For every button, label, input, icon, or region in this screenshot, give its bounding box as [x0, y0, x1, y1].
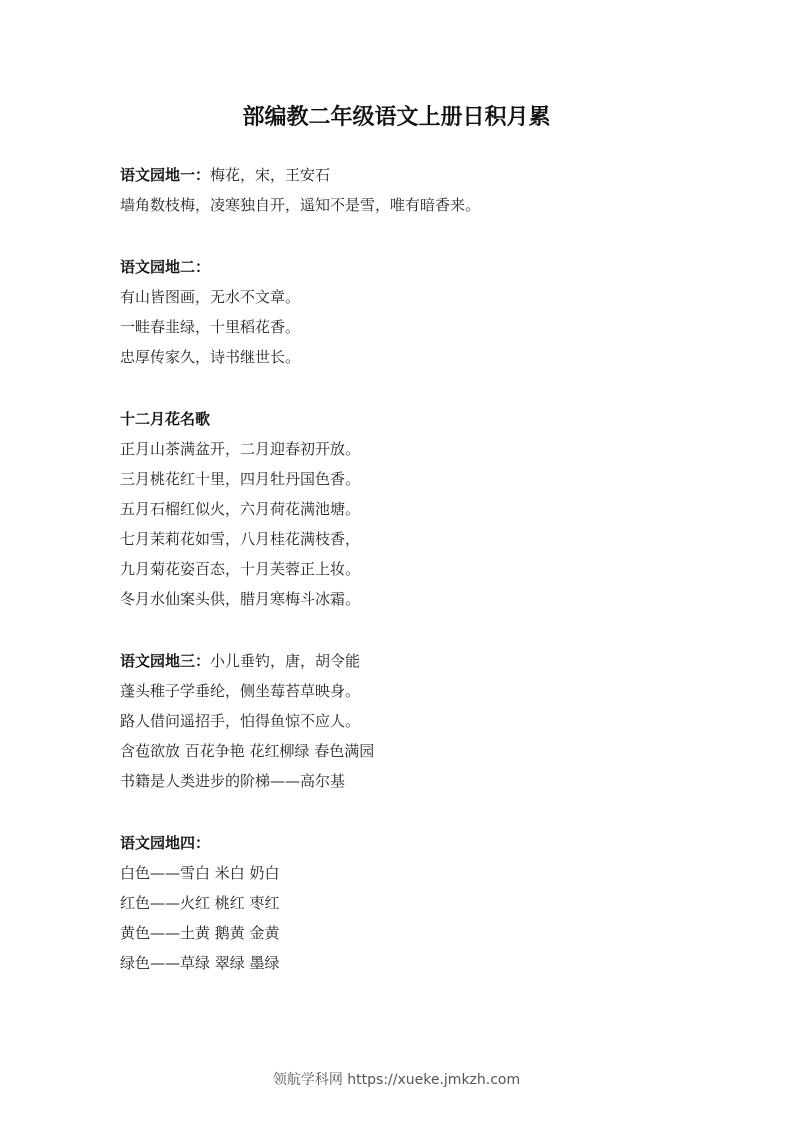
- section-spacer: [120, 796, 680, 828]
- document-body: [120, 160, 680, 978]
- color-words-line: 红色——火红 桃红 枣红: [120, 894, 280, 912]
- color-words-line: 绿色——草绿 翠绿 墨绿: [120, 954, 280, 972]
- section-subheading: 小儿垂钓，唐，胡令能: [210, 652, 361, 670]
- section-yuwen-yuandi-1: [120, 160, 680, 220]
- document-title: 部编教二年级语文上册日积月累: [242, 104, 551, 130]
- song-line: 正月山茶满盆开，二月迎春初开放。: [120, 440, 361, 458]
- couplet-line: 忠厚传家久，诗书继世长。: [120, 348, 301, 366]
- section-heading-line: [120, 646, 680, 676]
- song-line: 冬月水仙案头供，腊月寒梅斗冰霜。: [120, 590, 361, 608]
- idiom-line: 含苞欲放 百花争艳 花红柳绿 春色满园: [120, 742, 375, 760]
- poem-line: 蓬头稚子学垂纶，侧坐莓苔草映身。: [120, 682, 361, 700]
- color-words-line: 黄色——土黄 鹅黄 金黄: [120, 924, 280, 942]
- section-spacer: [120, 220, 680, 252]
- section-heading: 语文园地四：: [120, 834, 211, 852]
- color-words-line: 白色——雪白 米白 奶白: [120, 864, 280, 882]
- section-heading: 语文园地一：: [120, 166, 211, 184]
- song-line: 三月桃花红十里，四月牡丹国色香。: [120, 470, 361, 488]
- poem-line: 路人借问遥招手，怕得鱼惊不应人。: [120, 712, 361, 730]
- section-heading-line: [120, 160, 680, 190]
- section-yuwen-yuandi-4: [120, 828, 680, 978]
- song-line: 五月石榴红似火，六月荷花满池塘。: [120, 500, 361, 518]
- section-heading: 十二月花名歌: [120, 410, 211, 428]
- section-flower-song: [120, 404, 680, 614]
- section-spacer: [120, 614, 680, 646]
- section-yuwen-yuandi-3: [120, 646, 680, 796]
- section-spacer: [120, 372, 680, 404]
- section-heading: 语文园地二：: [120, 258, 211, 276]
- song-line: 九月菊花姿百态，十月芙蓉正上妆。: [120, 560, 361, 578]
- poem-line: 墙角数枝梅，凌寒独自开，遥知不是雪，唯有暗香来。: [120, 196, 481, 214]
- section-heading-line: [120, 252, 680, 282]
- quote-line: 书籍是人类进步的阶梯——高尔基: [120, 772, 346, 790]
- footer-source: 领航学科网 https://xueke.jmkzh.com: [272, 1072, 521, 1088]
- section-heading-line: [120, 828, 680, 858]
- couplet-line: 一畦春韭绿，十里稻花香。: [120, 318, 301, 336]
- song-line: 七月茉莉花如雪，八月桂花满枝香，: [120, 530, 361, 548]
- section-subheading: 梅花，宋，王安石: [210, 166, 331, 184]
- couplet-line: 有山皆图画，无水不文章。: [120, 288, 301, 306]
- section-heading-line: [120, 404, 680, 434]
- section-yuwen-yuandi-2: [120, 252, 680, 372]
- section-heading: 语文园地三：: [120, 652, 211, 670]
